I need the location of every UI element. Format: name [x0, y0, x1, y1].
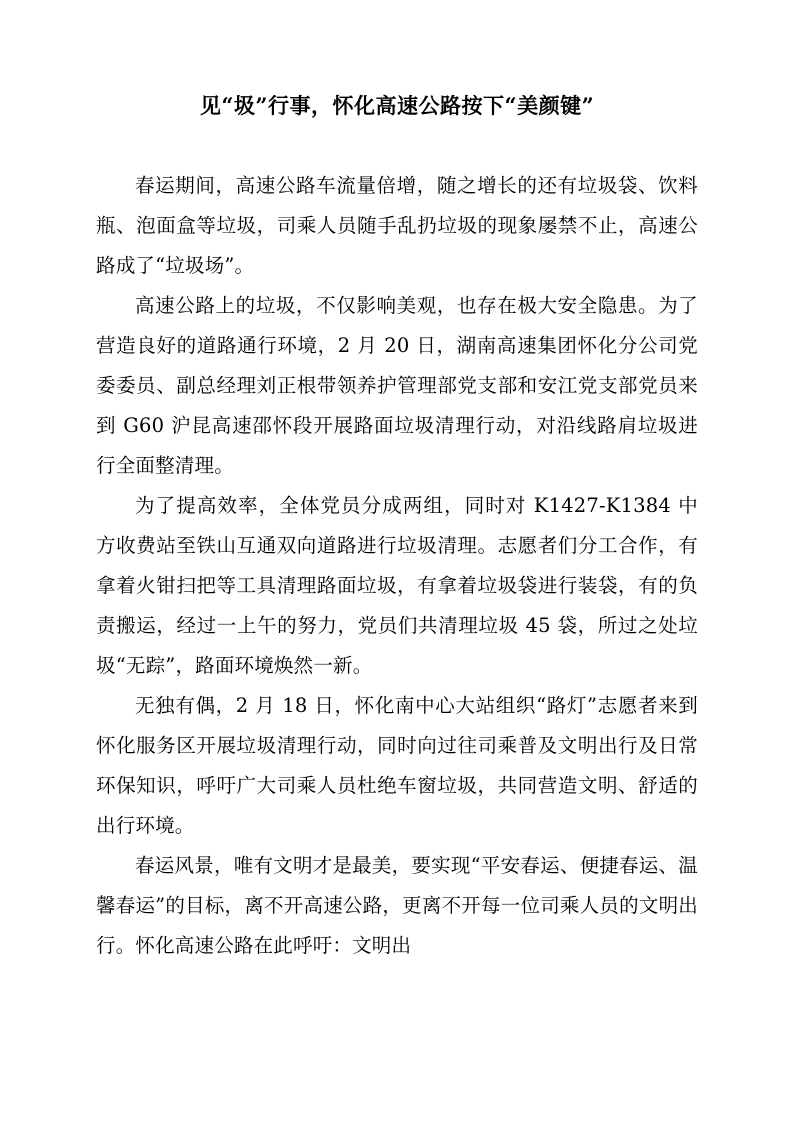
- paragraph: 无独有偶，2 月 18 日，怀化南中心大站组织“路灯”志愿者来到怀化服务区开展垃圾清理行动，同时向过往司乘普及文明出行及日常环保知识，呼吁广大司乘人员杜绝车窗垃圾，共同营造文明、舒适的出行环境。: [96, 694, 698, 837]
- paragraph: 为了提高效率，全体党员分成两组，同时对 K1427-K1384 中方收费站至铁山互通双向道路进行垃圾清理。志愿者们分工合作，有拿着火钳扫把等工具清理路面垃圾，有拿着垃圾袋进行装袋，有的负责搬运，经过一上午的努力，党员们共清理垃圾 45 袋，所过之处垃圾“无踪”，路面环境焕然一新。: [96, 494, 698, 677]
- paragraph: 高速公路上的垃圾，不仅影响美观，也存在极大安全隐患。为了营造良好的道路通行环境，2 月 20 日，湖南高速集团怀化分公司党委委员、副总经理刘正根带领养护管理部党支部和安江党支部党员来到 G60 沪昆高速邵怀段开展路面垃圾清理行动，对沿线路肩垃圾进行全面整清理。: [96, 294, 698, 477]
- document-body: [96, 86, 698, 966]
- title-spacer: [96, 130, 698, 166]
- page-title: 见“圾”行事，怀化高速公路按下“美颜键”: [199, 93, 595, 118]
- paragraph: 春运期间，高速公路车流量倍增，随之增长的还有垃圾袋、饮料瓶、泡面盒等垃圾，司乘人员随手乱扔垃圾的现象屡禁不止，高速公路成了“垃圾场”。: [96, 174, 698, 277]
- paragraph: 春运风景，唯有文明才是最美，要实现“平安春运、便捷春运、温馨春运”的目标，离不开高速公路，更离不开每一位司乘人员的文明出行。怀化高速公路在此呼吁：文明出: [96, 854, 698, 957]
